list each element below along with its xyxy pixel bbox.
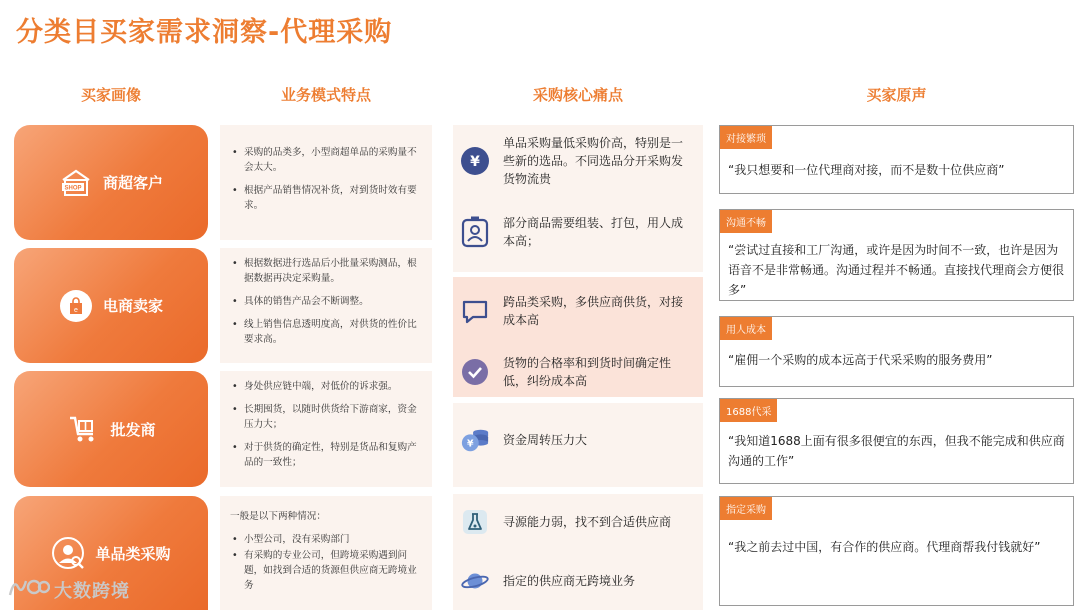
- voice-tag: 1688代采: [720, 399, 777, 422]
- voice-tag: 指定采购: [720, 497, 772, 520]
- user-search-icon: [51, 536, 85, 570]
- feature-item: • 根据数据进行选品后小批量采购测品，根据数据再决定采购量。: [230, 256, 424, 286]
- voice-card: [719, 125, 1074, 194]
- voice-card: [719, 316, 1074, 387]
- persona-card-ecommerce: [14, 248, 208, 363]
- logo-text: 大数跨境: [54, 580, 130, 602]
- feature-item: • 身处供应链中端，对低价的诉求强。: [230, 379, 424, 394]
- pain-text: 货物的合格率和到货时间确定性低，纠纷成本高: [503, 356, 672, 388]
- features-panel-ecommerce: [220, 248, 432, 363]
- pain-item: [453, 354, 703, 390]
- shop-icon: [59, 166, 93, 200]
- features-panel-supermarket: [220, 125, 432, 240]
- feature-item: • 有采购的专业公司，但跨境采购遇到问题，如找到合适的货源但供应商无跨境业务: [230, 548, 424, 593]
- feature-item: • 根据产品销售情况补货，对到货时效有要求。: [230, 183, 424, 213]
- coins-icon: [460, 425, 490, 455]
- header-features: 业务模式特点: [280, 86, 371, 104]
- pain-text: 资金周转压力大: [503, 433, 588, 447]
- pain-item: [453, 134, 703, 188]
- shopping-bag-icon: [59, 289, 93, 323]
- page-title: 分类目买家需求洞察-代理采购: [16, 17, 393, 48]
- chat-icon: [460, 296, 490, 326]
- features-panel-single-category: [220, 496, 432, 610]
- pain-text: 寻源能力弱，找不到合适供应商: [503, 515, 672, 529]
- pain-item: [453, 507, 703, 537]
- pain-text: 指定的供应商无跨境业务: [503, 574, 636, 588]
- voice-card: [719, 398, 1074, 484]
- planet-icon: [460, 566, 490, 596]
- voice-card: [719, 496, 1074, 606]
- voice-tag: 对接繁琐: [720, 126, 772, 149]
- voice-tag: 沟通不畅: [720, 210, 772, 233]
- cart-icon: [66, 412, 100, 446]
- voice-quote: “我知道1688上面有很多很便宜的东西，但我不能完成和供应商沟通的工作”: [728, 434, 1065, 468]
- flask-icon: [460, 507, 490, 537]
- feature-item: • 对于供货的确定性，特别是货品和复购产品的一致性；: [230, 440, 424, 470]
- pain-item: [453, 214, 703, 250]
- voice-quote: “我只想要和一位代理商对接，而不是数十位供应商”: [728, 163, 1005, 177]
- svg-text:e: e: [74, 306, 78, 314]
- pain-item: [453, 566, 703, 596]
- svg-text:¥: ¥: [470, 154, 480, 170]
- voice-card: [719, 209, 1074, 301]
- persona-card-supermarket: [14, 125, 208, 240]
- persona-label: 单品类采购: [95, 544, 171, 563]
- svg-text:¥: ¥: [467, 438, 474, 450]
- pain-text: 跨品类采购，多供应商供货，对接成本高: [503, 295, 684, 327]
- check-circle-icon: [460, 357, 490, 387]
- feature-intro: 一般是以下两种情况：: [230, 511, 326, 522]
- persona-label: 电商卖家: [102, 297, 163, 315]
- feature-item: • 采购的品类多，小型商超单品的采购量不会太大。: [230, 145, 424, 175]
- voice-quote: “雇佣一个采购的成本远高于代采采购的服务费用”: [728, 353, 993, 367]
- person-badge-icon: [460, 217, 490, 247]
- persona-card-wholesaler: [14, 371, 208, 487]
- yen-icon: [460, 146, 490, 176]
- persona-label: 商超客户: [102, 174, 163, 192]
- svg-text:SHOP: SHOP: [64, 185, 82, 191]
- feature-item: • 小型公司，没有采购部门: [230, 532, 424, 547]
- pain-item: [453, 293, 703, 329]
- header-pains: 采购核心痛点: [532, 86, 623, 104]
- brand-logo: [8, 575, 130, 604]
- voice-quote: “尝试过直接和工厂沟通，或许是因为时间不一致，也许是因为语音不是非常畅通。沟通过程并不畅通。直接找代理商会方便很多”: [728, 243, 1065, 297]
- pain-item: [453, 425, 703, 455]
- features-panel-wholesaler: [220, 371, 432, 487]
- header-persona: 买家画像: [80, 86, 141, 104]
- header-voice: 买家原声: [866, 86, 927, 104]
- pain-text: 单品采购量低采购价高，特别是一些新的选品。不同选品分开采购发货物流贵: [503, 136, 684, 186]
- persona-label: 批发商: [110, 420, 156, 439]
- logo-mark-icon: [8, 575, 50, 604]
- feature-item: • 长期囤货，以随时供货给下游商家，资金压力大；: [230, 402, 424, 432]
- voice-tag: 用人成本: [720, 317, 772, 340]
- feature-item: • 线上销售信息透明度高，对供货的性价比要求高。: [230, 317, 424, 347]
- feature-item: • 具体的销售产品会不断调整。: [230, 294, 424, 309]
- pain-text: 部分商品需要组装、打包，用人成本高；: [503, 216, 684, 248]
- voice-quote: “我之前去过中国，有合作的供应商。代理商帮我付钱就好”: [728, 540, 1041, 554]
